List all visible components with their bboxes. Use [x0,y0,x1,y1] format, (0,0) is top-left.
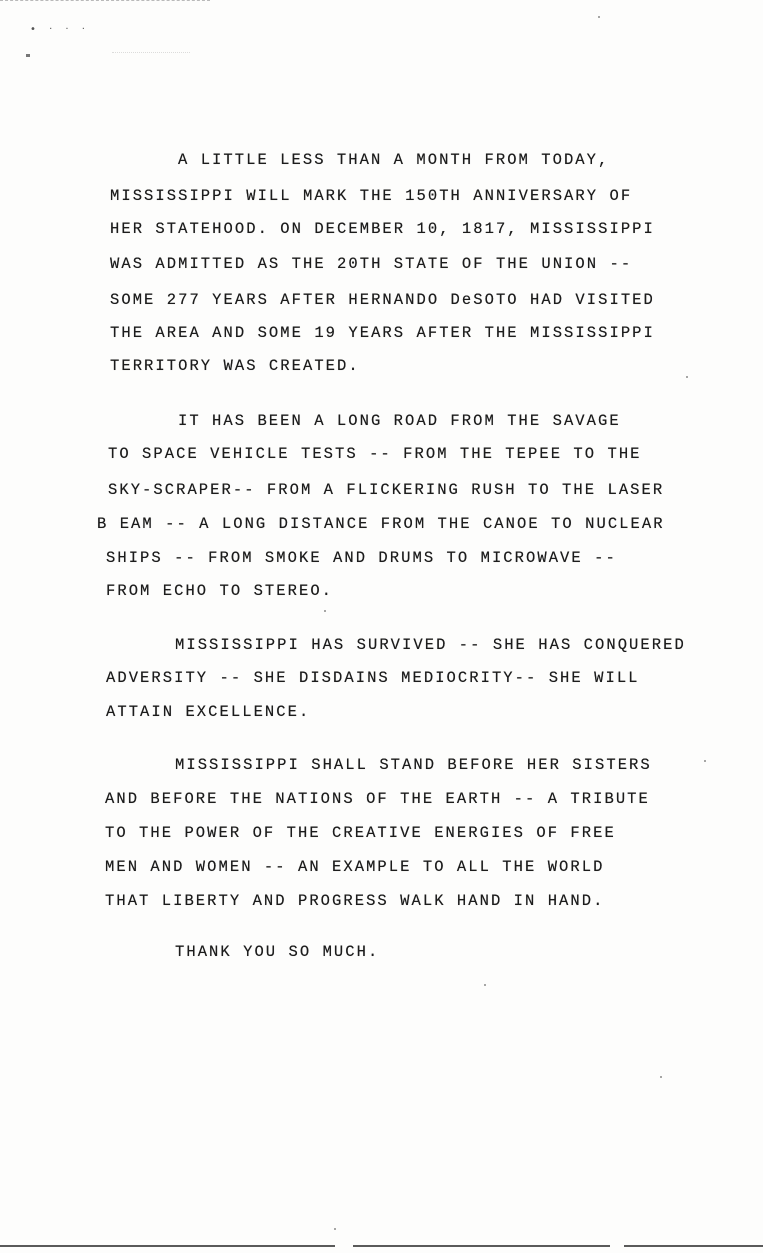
text-line: ATTAIN EXCELLENCE. [106,703,311,721]
paper-speck [324,610,326,612]
text-line: TO THE POWER OF THE CREATIVE ENERGIES OF FREE [105,824,616,842]
text-line: WAS ADMITTED AS THE 20TH STATE OF THE UNION -- [110,255,633,273]
text-line: THE AREA AND SOME 19 YEARS AFTER THE MISSISSIPPI [110,324,655,342]
paper-speck [686,376,688,378]
corner-punch-marks: • · · · [30,24,90,35]
closing-line: THANK YOU SO MUCH. [175,943,380,961]
bottom-rule-gap [335,1244,353,1248]
top-edge-dashes [0,0,210,3]
paper-speck [598,16,600,18]
text-line: TO SPACE VEHICLE TESTS -- FROM THE TEPEE TO THE [108,445,642,463]
text-line: HER STATEHOOD. ON DECEMBER 10, 1817, MISSISSIPPI [110,220,655,238]
text-line: MEN AND WOMEN -- AN EXAMPLE TO ALL THE WORLD [105,858,605,876]
bottom-edge-rule [0,1245,763,1247]
paper-speck [484,984,486,986]
text-line: MISSISSIPPI WILL MARK THE 150TH ANNIVERSARY OF [110,187,633,205]
text-line: A LITTLE LESS THAN A MONTH FROM TODAY, [178,151,610,169]
text-line: SOME 277 YEARS AFTER HERNANDO DeSOTO HAD VISITED [110,291,655,309]
text-line: SHIPS -- FROM SMOKE AND DRUMS TO MICROWAVE -- [106,549,617,567]
text-line: ADVERSITY -- SHE DISDAINS MEDIOCRITY-- SHE WILL [106,669,640,687]
paper-speck [334,1228,336,1230]
faint-page-number-smudge [112,38,190,53]
text-line: MISSISSIPPI SHALL STAND BEFORE HER SISTERS [175,756,652,774]
text-line: THAT LIBERTY AND PROGRESS WALK HAND IN HAND. [105,892,605,910]
text-line: IT HAS BEEN A LONG ROAD FROM THE SAVAGE [178,412,621,430]
paper-speck [660,1076,662,1078]
text-line: TERRITORY WAS CREATED. [110,357,360,375]
text-line: AND BEFORE THE NATIONS OF THE EARTH -- A TRIBUTE [105,790,650,808]
bottom-rule-gap [610,1244,624,1248]
text-line: MISSISSIPPI HAS SURVIVED -- SHE HAS CONQUERED [175,636,686,654]
corner-tick-mark [26,54,30,57]
text-line: SKY-SCRAPER-- FROM A FLICKERING RUSH TO THE LASER [108,481,665,499]
text-line: B EAM -- A LONG DISTANCE FROM THE CANOE TO NUCLEAR [97,515,665,533]
paper-speck [704,760,706,762]
text-line: FROM ECHO TO STEREO. [106,582,334,600]
